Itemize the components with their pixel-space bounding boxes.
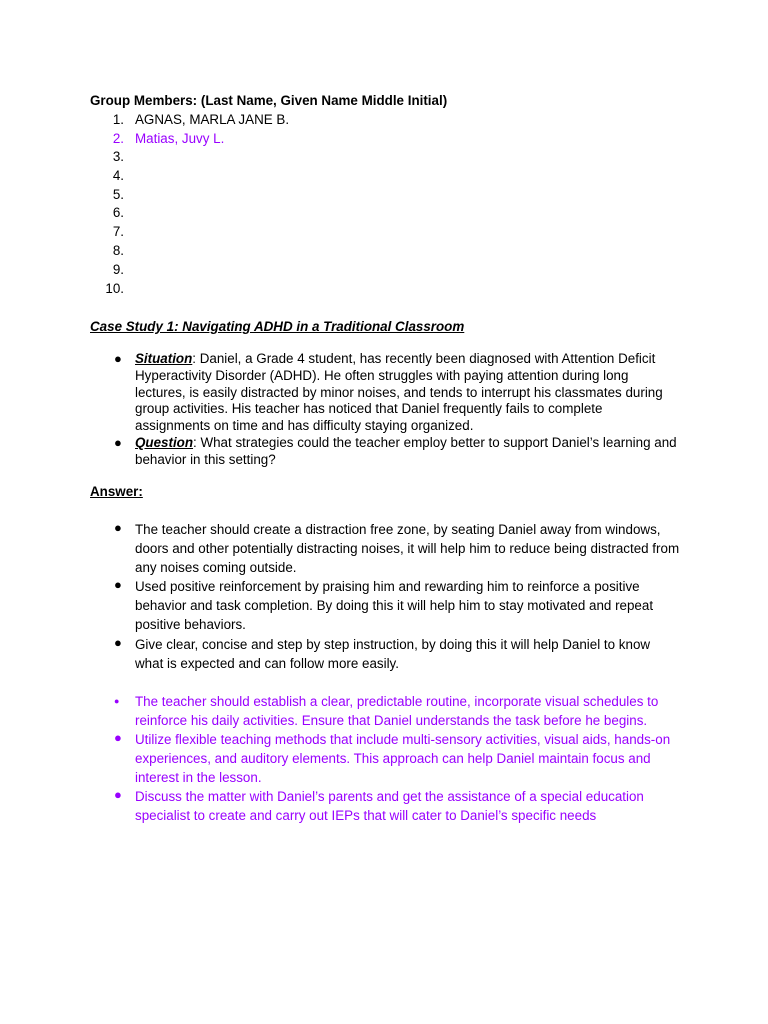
question-paragraph — [135, 435, 680, 469]
item-number: 2. — [112, 131, 124, 146]
list-item — [0, 187, 768, 206]
member-name: AGNAS, MARLA JANE B. — [135, 112, 290, 127]
answer-text: Utilize flexible teaching methods that include multi-sensory activities, visual aids, hands-on experiences, and auditory elements. This approach can help Daniel maintain focus and interest in the lesson. — [135, 732, 671, 785]
answer-text: Give clear, concise and step by step instruction, by doing this it will help Daniel to know what is expected and can follow more easily. — [135, 637, 651, 671]
situation-label: Situation — [135, 351, 193, 366]
list-item — [0, 149, 768, 168]
list-item — [0, 281, 768, 300]
situation-text: : Daniel, a Grade 4 student, has recently been diagnosed with Attention Deficit Hyperactivity Disorder (ADHD). He often struggles with paying attention during long lectures, is easily distracted by minor noises, and tends to interrupt his classmates during group activities. His teacher has noticed that Daniel frequently fails to complete assignments on time and has difficulty staying organized. — [135, 351, 663, 434]
list-item — [0, 131, 768, 150]
item-number: 1. — [112, 112, 124, 127]
list-item — [0, 262, 768, 281]
bullet-icon: ● — [114, 730, 122, 745]
item-number: 7. — [112, 224, 124, 239]
item-number: 9. — [112, 262, 124, 277]
item-number: 10. — [105, 281, 124, 296]
item-number: 8. — [112, 243, 124, 258]
bullet-icon: ● — [114, 520, 122, 535]
list-item — [0, 205, 768, 224]
list-item — [0, 112, 768, 131]
group-members-heading: Group Members: (Last Name, Given Name Middle Initial) — [90, 93, 448, 108]
question-text: : What strategies could the teacher employ better to support Daniel’s learning and behavior in this setting? — [135, 435, 677, 467]
question-label: Question — [135, 435, 194, 450]
answer-label: Answer: — [90, 484, 143, 499]
item-number: 5. — [112, 187, 124, 202]
case-study-title: Case Study 1: Navigating ADHD in a Traditional Classroom — [90, 319, 465, 334]
list-item — [0, 168, 768, 187]
bullet-icon: ● — [114, 435, 122, 450]
bullet-icon: ● — [114, 577, 122, 592]
bullet-icon: ● — [114, 696, 120, 706]
item-number: 4. — [112, 168, 124, 183]
answer-text: The teacher should create a distraction free zone, by seating Daniel away from windows, doors and other potentially distracting noises, it will help him to reduce being distracted from any noises coming outside. — [135, 522, 680, 575]
answer-text: The teacher should establish a clear, predictable routine, incorporate visual schedules to reinforce his daily activities. Ensure that Daniel understands the task before he begins. — [135, 694, 659, 728]
list-item — [0, 243, 768, 262]
bullet-icon: ● — [114, 635, 122, 650]
item-number: 6. — [112, 205, 124, 220]
answer-text: Used positive reinforcement by praising him and rewarding him to reinforce a positive behavior and task completion. By doing this it will help him to stay motivated and repeat positive behaviors. — [135, 579, 654, 632]
item-number: 3. — [112, 149, 124, 164]
situation-paragraph — [135, 351, 680, 435]
member-name: Matias, Juvy L. — [135, 131, 225, 146]
list-item — [0, 224, 768, 243]
answer-text: Discuss the matter with Daniel’s parents and get the assistance of a special education specialist to create and carry out IEPs that will cater to Daniel’s specific needs — [135, 789, 644, 823]
bullet-icon: ● — [114, 351, 122, 366]
bullet-icon: ● — [114, 787, 122, 802]
